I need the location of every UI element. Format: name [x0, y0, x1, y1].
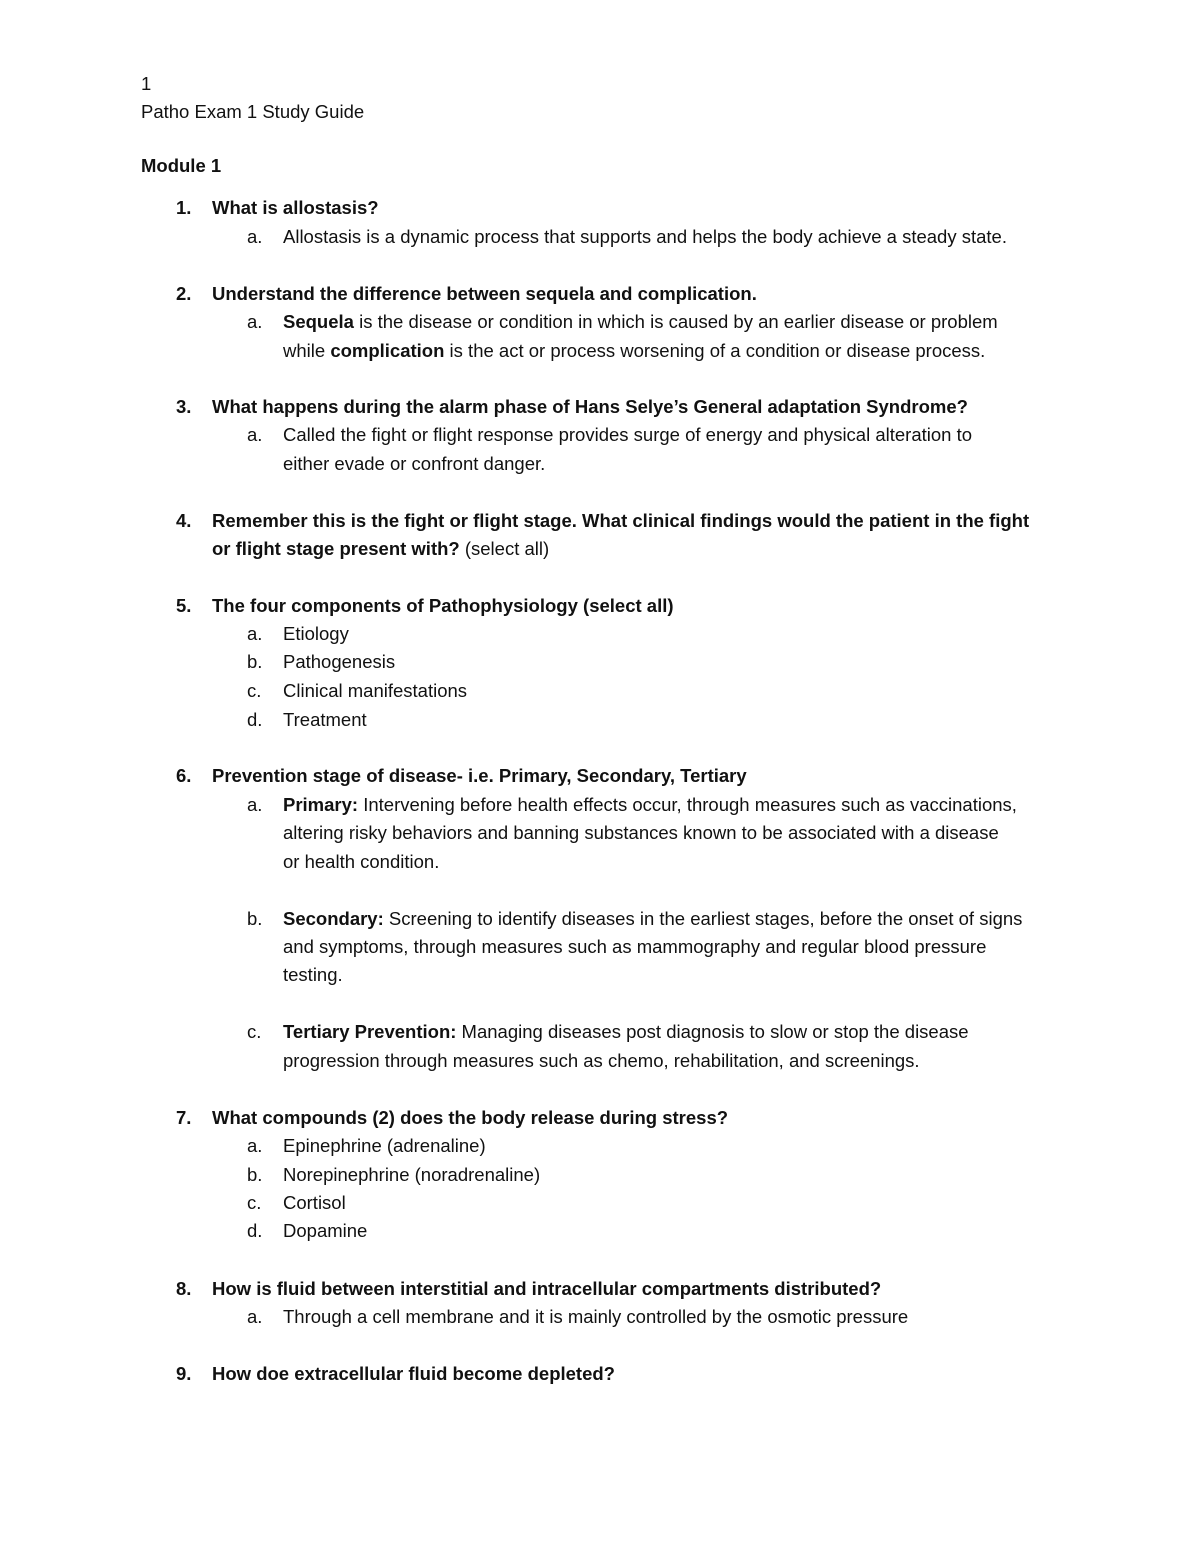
answer-label: d.	[247, 709, 263, 730]
question-text-segment: (select all)	[459, 538, 550, 559]
document-title: Patho Exam 1 Study Guide	[141, 101, 365, 122]
answer-text: Allostasis is a dynamic process that supports and helps the body achieve a steady state.	[283, 226, 1007, 247]
answer-label: b.	[247, 1164, 263, 1185]
answer-text-segment: Intervening before health effects occur, through measures such as vaccinations,	[358, 794, 1017, 815]
answer-text-segment: is the act or process worsening of a condition or disease process.	[444, 340, 986, 361]
answer-label: c.	[247, 1021, 262, 1042]
question-number: 8.	[176, 1278, 192, 1299]
answer-label: a.	[247, 311, 263, 332]
page-number: 1	[141, 73, 152, 94]
answer-text-segment: Managing diseases post diagnosis to slow or stop the disease	[456, 1021, 969, 1042]
question-text-segment: or flight stage present with?	[212, 538, 460, 559]
question-number: 9.	[176, 1363, 192, 1384]
question-text: The four components of Pathophysiology (select all)	[212, 595, 674, 616]
answer-label: d.	[247, 1220, 263, 1241]
answer-text-segment: Screening to identify diseases in the earliest stages, before the onset of signs	[383, 908, 1023, 929]
answer-text-continued: progression through measures such as chemo, rehabilitation, and screenings.	[283, 1050, 920, 1071]
answer-text: Treatment	[283, 709, 367, 730]
answer-text: Epinephrine (adrenaline)	[283, 1135, 486, 1156]
module-heading: Module 1	[141, 155, 222, 176]
question-text: How is fluid between interstitial and intracellular compartments distributed?	[212, 1278, 882, 1299]
question-number: 2.	[176, 283, 192, 304]
answer-text: Norepinephrine (noradrenaline)	[283, 1164, 541, 1185]
answer-term: Sequela	[283, 311, 354, 332]
answer-text-continued: testing.	[283, 964, 343, 985]
answer-text	[283, 907, 1022, 931]
answer-text: Etiology	[283, 623, 349, 644]
answer-text-continued: or health condition.	[283, 851, 440, 872]
answer-label: b.	[247, 908, 263, 929]
answer-label: a.	[247, 226, 263, 247]
question-text: What happens during the alarm phase of Hans Selye’s General adaptation Syndrome?	[212, 396, 968, 417]
answer-label: c.	[247, 680, 262, 701]
answer-label: b.	[247, 651, 263, 672]
answer-text-segment: is the disease or condition in which is caused by an earlier disease or problem	[353, 311, 998, 332]
answer-label: a.	[247, 623, 263, 644]
question-text-continued	[212, 537, 549, 561]
answer-label: a.	[247, 1306, 263, 1327]
question-number: 5.	[176, 595, 192, 616]
question-text: What compounds (2) does the body release during stress?	[212, 1107, 729, 1128]
question-text: How doe extracellular fluid become depleted?	[212, 1363, 615, 1384]
question-number: 3.	[176, 396, 192, 417]
question-number: 7.	[176, 1107, 192, 1128]
answer-text	[283, 310, 998, 334]
answer-term: Primary:	[283, 794, 359, 815]
answer-text	[283, 1020, 969, 1044]
answer-text: Through a cell membrane and it is mainly controlled by the osmotic pressure	[283, 1306, 909, 1327]
answer-text: Clinical manifestations	[283, 680, 468, 701]
answer-text	[283, 793, 1017, 817]
answer-text-segment: while	[283, 340, 331, 361]
answer-text: Pathogenesis	[283, 651, 396, 672]
answer-term: Secondary:	[283, 908, 384, 929]
answer-text-continued: altering risky behaviors and banning substances known to be associated with a disease	[283, 822, 999, 843]
answer-term: complication	[330, 340, 445, 361]
answer-text-continued	[283, 339, 985, 363]
answer-label: a.	[247, 1135, 263, 1156]
question-text: Prevention stage of disease- i.e. Primary, Secondary, Tertiary	[212, 765, 747, 786]
answer-text-continued: and symptoms, through measures such as mammography and regular blood pressure	[283, 936, 987, 957]
question-text: Understand the difference between sequela and complication.	[212, 283, 757, 304]
answer-text: Dopamine	[283, 1220, 368, 1241]
answer-label: a.	[247, 424, 263, 445]
question-number: 4.	[176, 510, 192, 531]
answer-label: a.	[247, 794, 263, 815]
answer-text: Cortisol	[283, 1192, 346, 1213]
answer-text-continued: either evade or confront danger.	[283, 453, 546, 474]
question-text: What is allostasis?	[212, 197, 379, 218]
answer-text: Called the fight or flight response provides surge of energy and physical alteration to	[283, 424, 973, 445]
question-number: 6.	[176, 765, 192, 786]
question-number: 1.	[176, 197, 192, 218]
answer-term: Tertiary Prevention:	[283, 1021, 457, 1042]
answer-label: c.	[247, 1192, 262, 1213]
question-text: Remember this is the fight or flight stage. What clinical findings would the patient in the fight	[212, 510, 1030, 531]
